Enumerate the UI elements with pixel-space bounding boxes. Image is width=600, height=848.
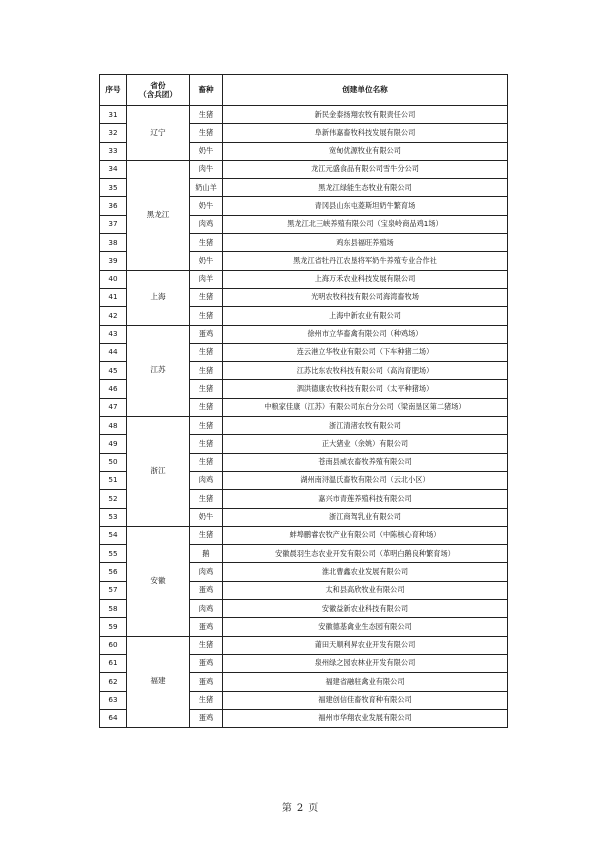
cell-species: 蛋鸡	[190, 618, 223, 636]
cell-seq: 62	[100, 673, 127, 691]
cell-seq: 33	[100, 142, 127, 160]
header-species: 畜种	[190, 75, 223, 106]
header-province-line2: （含兵团）	[139, 90, 177, 99]
cell-unit-name: 黑龙江北三峡养殖有限公司（宝泉岭商品鸡1场）	[223, 215, 508, 233]
page-footer	[0, 799, 600, 814]
cell-seq: 42	[100, 307, 127, 325]
cell-seq: 43	[100, 325, 127, 343]
cell-seq: 51	[100, 471, 127, 489]
footer-suffix: 页	[308, 803, 319, 814]
province-label: 浙江	[150, 466, 166, 476]
header-unit: 创建单位名称	[223, 75, 508, 106]
cell-unit-name: 浙江商驾乳业有限公司	[223, 508, 508, 526]
cell-species: 生猪	[190, 124, 223, 142]
cell-unit-name: 新民金泰扬翔农牧有限责任公司	[223, 106, 508, 124]
cell-species: 鹅	[190, 545, 223, 563]
cell-seq: 35	[100, 179, 127, 197]
cell-species: 奶牛	[190, 252, 223, 270]
cell-seq: 31	[100, 106, 127, 124]
cell-unit-name: 福州市华翔农业发展有限公司	[223, 709, 508, 727]
cell-seq: 34	[100, 160, 127, 178]
province-label: 安徽	[150, 575, 166, 585]
cell-species: 生猪	[190, 343, 223, 361]
cell-unit-name: 莆田天顺利昇农业开发有限公司	[223, 636, 508, 654]
cell-unit-name: 徐州市立华畜禽有限公司（种鸡场）	[223, 325, 508, 343]
cell-seq: 36	[100, 197, 127, 215]
cell-species: 肉牛	[190, 160, 223, 178]
cell-seq: 50	[100, 453, 127, 471]
cell-species: 肉羊	[190, 270, 223, 288]
cell-species: 蛋鸡	[190, 325, 223, 343]
footer-prefix: 第	[281, 803, 292, 814]
cell-species: 蛋鸡	[190, 709, 223, 727]
cell-unit-name: 黑龙江省牡丹江农垦将军奶牛养殖专业合作社	[223, 252, 508, 270]
cell-unit-name: 嘉兴市青莲养殖科技有限公司	[223, 490, 508, 508]
cell-unit-name: 黑龙江绿能生态牧业有限公司	[223, 179, 508, 197]
cell-species: 生猪	[190, 288, 223, 306]
cell-unit-name: 青冈县山东屯菱斯坦奶牛繁育场	[223, 197, 508, 215]
cell-unit-name: 安徽益新农业科技有限公司	[223, 600, 508, 618]
cell-species: 奶牛	[190, 197, 223, 215]
cell-unit-name: 上海万禾农业科技发展有限公司	[223, 270, 508, 288]
cell-seq: 48	[100, 417, 127, 435]
cell-species: 蛋鸡	[190, 673, 223, 691]
cell-unit-name: 安徽德基禽业生态园有限公司	[223, 618, 508, 636]
cell-species: 奶牛	[190, 142, 223, 160]
header-province-line1: 省份	[150, 80, 166, 90]
table-row	[100, 417, 508, 435]
cell-unit-name: 光明农牧科技有限公司海湾畜牧场	[223, 288, 508, 306]
cell-unit-name: 龙江元盛食品有限公司雪牛分公司	[223, 160, 508, 178]
cell-unit-name: 浙江清渚农牧有限公司	[223, 417, 508, 435]
cell-seq: 32	[100, 124, 127, 142]
table-row	[100, 270, 508, 288]
cell-species: 生猪	[190, 398, 223, 416]
table-row	[100, 325, 508, 343]
cell-seq: 53	[100, 508, 127, 526]
cell-seq: 61	[100, 654, 127, 672]
cell-species: 肉鸡	[190, 563, 223, 581]
cell-species: 生猪	[190, 691, 223, 709]
header-seq: 序号	[100, 75, 127, 106]
cell-species: 蛋鸡	[190, 654, 223, 672]
province-label: 福建	[150, 676, 166, 686]
cell-species: 生猪	[190, 453, 223, 471]
page-number: 2	[296, 803, 304, 814]
cell-species: 蛋鸡	[190, 581, 223, 599]
cell-unit-name: 安徽晨羽生态农业开发有限公司（革明白鹅良种繁育场）	[223, 545, 508, 563]
cell-species: 生猪	[190, 234, 223, 252]
cell-unit-name: 泗洪德康农牧科技有限公司（太平种猪场）	[223, 380, 508, 398]
cell-unit-name: 太和县高欣牧业有限公司	[223, 581, 508, 599]
cell-species: 生猪	[190, 435, 223, 453]
cell-seq: 55	[100, 545, 127, 563]
cell-seq: 63	[100, 691, 127, 709]
table-header-row	[100, 75, 508, 106]
cell-unit-name: 上海中新农业有限公司	[223, 307, 508, 325]
province-label: 上海	[150, 292, 166, 302]
cell-seq: 52	[100, 490, 127, 508]
cell-seq: 37	[100, 215, 127, 233]
cell-province	[127, 417, 190, 527]
cell-unit-name: 正大猪业（余姚）有限公司	[223, 435, 508, 453]
cell-unit-name: 宽甸优源牧业有限公司	[223, 142, 508, 160]
cell-seq: 38	[100, 234, 127, 252]
cell-species: 生猪	[190, 490, 223, 508]
cell-species: 奶山羊	[190, 179, 223, 197]
cell-seq: 44	[100, 343, 127, 361]
cell-species: 奶牛	[190, 508, 223, 526]
cell-province	[127, 160, 190, 270]
cell-seq: 47	[100, 398, 127, 416]
province-label: 黑龙江	[146, 209, 170, 219]
cell-seq: 60	[100, 636, 127, 654]
cell-seq: 57	[100, 581, 127, 599]
cell-unit-name: 泉州绿之园农林业开发有限公司	[223, 654, 508, 672]
province-label: 辽宁	[150, 127, 166, 137]
cell-province	[127, 526, 190, 636]
cell-unit-name: 苍南县威农畜牧养殖有限公司	[223, 453, 508, 471]
cell-seq: 39	[100, 252, 127, 270]
cell-species: 生猪	[190, 362, 223, 380]
cell-seq: 40	[100, 270, 127, 288]
table-row	[100, 526, 508, 544]
cell-unit-name: 湖州南浔温氏畜牧有限公司（云北小区）	[223, 471, 508, 489]
cell-seq: 59	[100, 618, 127, 636]
cell-unit-name: 江苏比东农牧科技有限公司（高沟育肥场）	[223, 362, 508, 380]
cell-seq: 54	[100, 526, 127, 544]
cell-unit-name: 福建创信佳畜牧育种有限公司	[223, 691, 508, 709]
cell-seq: 45	[100, 362, 127, 380]
cell-unit-name: 福建省融驻禽业有限公司	[223, 673, 508, 691]
cell-seq: 64	[100, 709, 127, 727]
cell-species: 生猪	[190, 636, 223, 654]
cell-province	[127, 106, 190, 161]
cell-species: 生猪	[190, 380, 223, 398]
cell-species: 肉鸡	[190, 471, 223, 489]
cell-unit-name: 蚌埠鹏睿农牧产业有限公司（中陈核心育种场）	[223, 526, 508, 544]
cell-unit-name: 淮北曹鑫农业发展有限公司	[223, 563, 508, 581]
cell-province	[127, 636, 190, 727]
table-row	[100, 636, 508, 654]
province-label: 江苏	[150, 365, 166, 375]
cell-seq: 41	[100, 288, 127, 306]
cell-unit-name: 鸡东县福旺养殖场	[223, 234, 508, 252]
cell-seq: 58	[100, 600, 127, 618]
cell-species: 生猪	[190, 417, 223, 435]
cell-unit-name: 中粮家佳康（江苏）有限公司东台分公司（梁南垦区第二猪场）	[223, 398, 508, 416]
table-row	[100, 106, 508, 124]
table-row	[100, 160, 508, 178]
cell-species: 生猪	[190, 307, 223, 325]
cell-province	[127, 270, 190, 325]
cell-unit-name: 连云港立华牧业有限公司（下车种猪二场）	[223, 343, 508, 361]
cell-seq: 49	[100, 435, 127, 453]
breeding-unit-table	[99, 74, 508, 728]
cell-species: 生猪	[190, 106, 223, 124]
cell-species: 肉鸡	[190, 215, 223, 233]
table-body	[100, 106, 508, 728]
cell-species: 生猪	[190, 526, 223, 544]
cell-species: 肉鸡	[190, 600, 223, 618]
cell-seq: 46	[100, 380, 127, 398]
cell-unit-name: 阜新伟嘉畜牧科技发展有限公司	[223, 124, 508, 142]
header-province	[127, 75, 190, 106]
cell-province	[127, 325, 190, 416]
cell-seq: 56	[100, 563, 127, 581]
